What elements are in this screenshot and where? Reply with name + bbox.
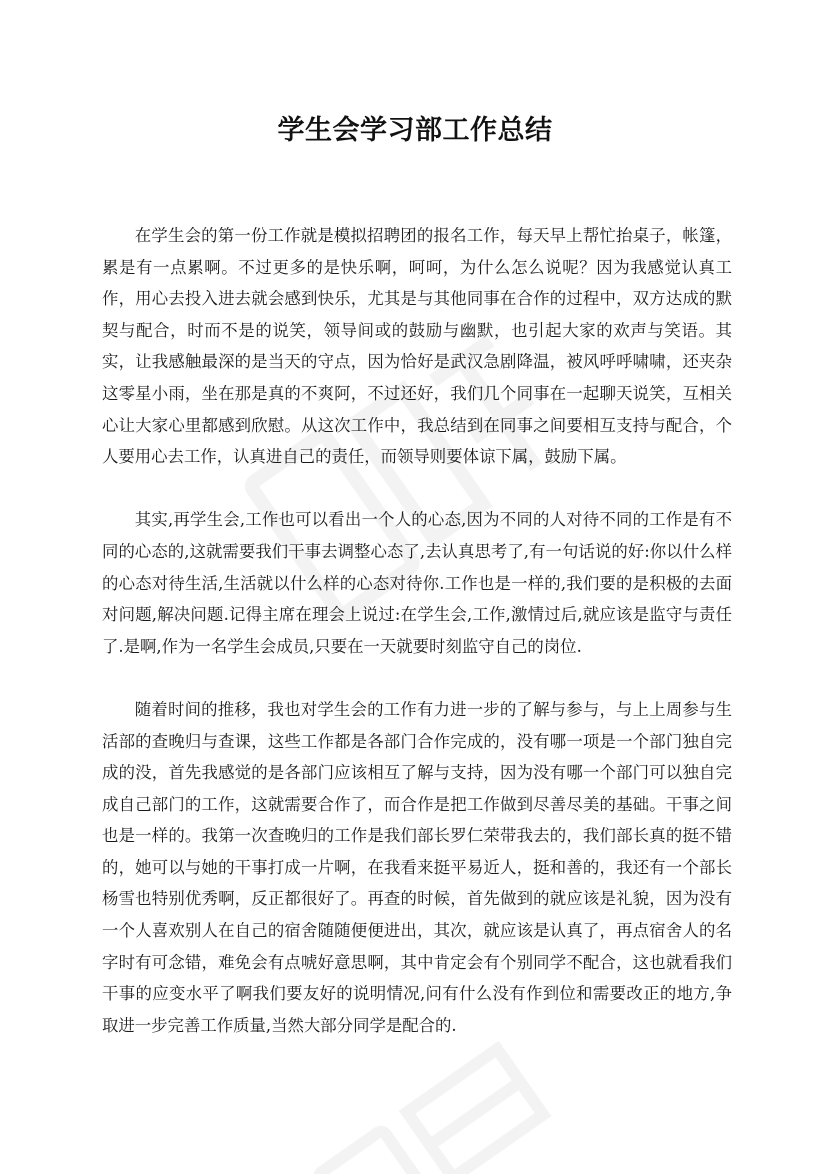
document-body [102, 220, 732, 1073]
paragraph-1: 在学生会的第一份工作就是模拟招聘团的报名工作，每天早上帮忙抬桌子，帐篷，累是有一点累啊。不过更多的是快乐啊，呵呵，为什么怎么说呢？因为我感觉认真工作，用心去投入进去就会感到快乐，尤其是与其他同事在合作的过程中，双方达成的默契与配合，时而不是的说笑，领导间或的鼓励与幽默，也引起大家的欢声与笑语。其实，让我感触最深的是当天的守点，因为恰好是武汉急剧降温，被风呼呼啸啸，还夹杂这零星小雨，坐在那是真的不爽阿，不过还好，我们几个同事在一起聊天说笑，互相关心让大家心里都感到欣慰。从这次工作中，我总结到在同事之间要相互支持与配合，个人要用心去工作，认真进自己的责任，而领导则要体谅下属，鼓励下属。 [102, 226, 732, 467]
paragraph-3: 随着时间的推移，我也对学生会的工作有力进一步的了解与参与，与上上周参与生活部的查晚归与查课，这些工作都是各部门合作完成的，没有哪一项是一个部门独自完成的没，首先我感觉的是各部门应该相互了解与支持，因为没有哪一个部门可以独自完成自己部门的工作，这就需要合作了，而合作是把工作做到尽善尽美的基础。干事之间也是一样的。我第一次查晚归的工作是我们部长罗仁荣带我去的，我们部长真的挺不错的，她可以与她的干事打成一片啊，在我看来挺平易近人，挺和善的，我还有一个部长杨雪也特别优秀啊，反正都很好了。再查的时候，首先做到的就应该是礼貌，因为没有一个人喜欢别人在自己的宿舍随随便便进出，其次，就应该是认真了，再点宿舍人的名字时有可念错，难免会有点唬好意思啊，其中肯定会有个别同学不配合，这也就看我们干事的应变水平了啊我们要友好的说明情况,问有什么没有作到位和需要改正的地方,争取进一步完善工作质量,当然大部分同学是配合的. [102, 699, 732, 1035]
paragraph-2: 其实,再学生会,工作也可以看出一个人的心态,因为不同的人对待不同的工作是有不同的心态的,这就需要我们干事去调整心态了,去认真思考了,有一句话说的好:你以什么样的心态对待生活,生活就以什么样的心态对待你.工作也是一样的,我们要的是积极的去面对问题,解决问题.记得主席在理会上说过:在学生会,工作,激情过后,就应该是监守与责任了.是啊,作为一名学生会成员,只要在一天就要时刻监守自己的岗位. [102, 510, 732, 656]
document-title: 学生会学习部工作总结 [277, 115, 553, 146]
